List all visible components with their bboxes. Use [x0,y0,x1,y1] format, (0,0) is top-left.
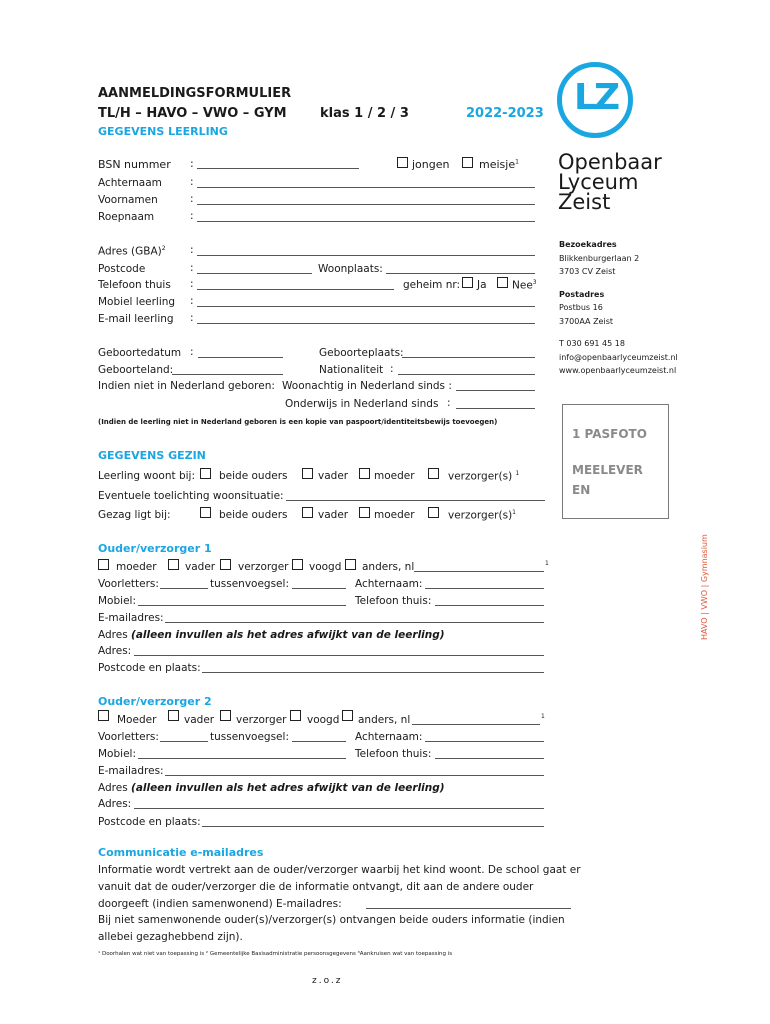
contact-block [559,238,678,378]
woont-verzorger-label: verzorger(s) $^1$ [448,470,520,483]
p1-adres-field[interactable] [134,655,544,656]
p1-achternaam-field[interactable] [425,588,544,589]
checkbox-woont-beide-ouders[interactable] [200,468,211,479]
woonplaats-field[interactable] [386,273,535,274]
section-title-gezin: GEGEVENS GEZIN [98,449,206,462]
p1-checkbox-verzorger[interactable] [220,559,231,570]
woont-vader-label: vader [318,470,349,482]
geboorteplaats-label: Geboorteplaats: [319,347,404,359]
voornamen-field[interactable] [197,204,535,205]
p2-telefoon-field[interactable] [435,758,544,759]
form-title: AANMELDINGSFORMULIER [98,86,292,101]
checkbox-gezag-beide-ouders[interactable] [200,507,211,518]
onderwijs-field[interactable] [456,408,535,409]
p2-verzorger-label: verzorger [236,714,287,726]
p1-checkbox-vader[interactable] [168,559,179,570]
section-title-leerling: GEGEVENS LEERLING [98,125,228,138]
p1-mobiel-field[interactable] [138,605,346,606]
p1-email-field[interactable] [165,622,544,623]
checkbox-gezag-moeder[interactable] [359,507,370,518]
p1-tussenvoegsel-field[interactable] [292,588,346,589]
school-name-line2: Lyceum [558,170,639,194]
p1-voorletters-label: Voorletters: [98,578,159,590]
p1-verzorger-label: verzorger [238,561,289,573]
bsn-field[interactable] [197,168,359,169]
communication-title: Communicatie e-mailadres [98,846,264,859]
post-city: 3700AA Zeist [559,316,613,326]
communication-line1: Informatie wordt vertrekt aan de ouder/verzorger waarbij het kind woont. De school gaat er [98,864,581,876]
school-name [558,152,662,212]
post-title: Postadres [559,289,605,299]
mobiel-field[interactable] [197,306,535,307]
post-box: Postbus 16 [559,303,603,312]
geboorteplaats-field[interactable] [402,357,535,358]
p1-achternaam-label: Achternaam: [355,578,423,590]
p2-mobiel-field[interactable] [138,758,346,759]
p2-checkbox-anders[interactable] [342,710,353,721]
checkbox-woont-vader[interactable] [302,468,313,479]
p2-postcode-field[interactable] [202,826,544,827]
p2-anders-field[interactable] [412,724,540,725]
woont-beide-ouders-label: beide ouders [219,470,288,482]
nationaliteit-label: Nationaliteit [319,364,384,376]
parent1-title: Ouder/verzorger 1 [98,542,212,555]
p1-telefoon-field[interactable] [435,605,544,606]
form-subtitle: TL/H – HAVO – VWO – GYM [98,106,287,121]
p2-checkbox-vader[interactable] [168,710,179,721]
roepnaam-label: Roepnaam [98,211,155,223]
telefoon-field[interactable] [197,289,394,290]
p1-moeder-label: moeder [116,561,157,573]
bsn-label: BSN nummer [98,158,171,171]
page-footer: z.o.z [312,976,343,986]
voornamen-label: Voornamen [98,194,158,206]
school-year: 2022-2023 [466,106,544,121]
email-field[interactable] [197,323,535,324]
p1-voogd-label: voogd [309,561,342,573]
geboorteland-field[interactable] [172,374,283,375]
ja-label: Ja [477,279,487,291]
footnotes: ¹ Doorhalen wat niet van toepassing is ² Gemeentelijke Basisadministratie persoonsgegevens ³Aankruisen wat van toepassing is [98,951,453,957]
parent2-title: Ouder/verzorger 2 [98,695,212,708]
toelichting-field[interactable] [286,500,545,501]
checkbox-nee[interactable] [497,277,508,288]
achternaam-field[interactable] [197,187,535,188]
p2-telefoon-label: Telefoon thuis: [355,748,432,760]
vertical-school-levels: HAVO | VWO | Gymnasium [700,534,709,640]
jongen-label: jongen [412,158,450,171]
woonplaats-label: Woonplaats: [318,263,383,275]
p2-email-label: E-mailadres: [98,765,164,777]
p1-checkbox-voogd[interactable] [292,559,303,570]
phone: T 030 691 45 18 [559,339,625,348]
woonachtig-field[interactable] [456,390,535,391]
p1-adres-label: Adres: [98,645,132,657]
woonachtig-label: Woonachtig in Nederland sinds : [282,380,452,392]
gezag-beide-ouders-label: beide ouders [219,509,288,521]
mobiel-label: Mobiel leerling [98,296,176,308]
woont-bij-label: Leerling woont bij: [98,470,195,482]
passport-note: (Indien de leerling niet in Nederland geboren is een kopie van paspoort/identiteitsbewijs toevoegen) [98,418,498,426]
school-logo [557,62,633,138]
woont-moeder-label: moeder [374,470,415,482]
p1-mobiel-label: Mobiel: [98,595,136,607]
p1-email-label: E-mailadres: [98,612,164,624]
postcode-label: Postcode [98,263,146,275]
postcode-field[interactable] [197,273,312,274]
adres-label: Adres (GBA)$^2$ [98,245,166,258]
toelichting-label: Eventuele toelichting woonsituatie: [98,490,284,502]
p2-mobiel-label: Mobiel: [98,748,136,760]
onderwijs-label: Onderwijs in Nederland sinds [285,398,439,410]
p1-checkbox-moeder[interactable] [98,559,109,570]
visit-title: Bezoekadres [559,240,617,249]
p2-checkbox-voogd[interactable] [290,710,301,721]
p1-voorletters-field[interactable] [160,588,208,589]
email-label: E-mail leerling [98,313,174,325]
p2-adres-field[interactable] [134,808,544,809]
p1-anders-field[interactable] [414,571,544,572]
meisje-label: meisje$^1$ [479,158,519,171]
p1-tussenvoegsel-label: tussenvoegsel: [210,578,289,590]
gezag-moeder-label: moeder [374,509,415,521]
p1-postcode-field[interactable] [202,672,544,673]
checkbox-ja[interactable] [462,277,473,288]
achternaam-label: Achternaam [98,177,162,189]
p1-anders-label: anders, nl [362,561,415,573]
email: info@openbaarlyceumzeist.nl [559,352,678,362]
nationaliteit-field[interactable] [398,374,535,375]
p2-tussenvoegsel-label: tussenvoegsel: [210,731,289,743]
p2-tussenvoegsel-field[interactable] [292,741,346,742]
klas-label: klas 1 / 2 / 3 [320,106,409,121]
p1-vader-label: vader [185,561,216,573]
p2-achternaam-field[interactable] [425,741,544,742]
indien-label: Indien niet in Nederland geboren: [98,380,275,392]
p2-voorletters-field[interactable] [160,741,208,742]
communication-line4: Bij niet samenwonende ouder(s)/verzorger(s) ontvangen beide ouders informatie (indien [98,914,565,926]
checkbox-meisje[interactable] [462,157,473,168]
school-name-line3: Zeist [558,190,611,214]
p2-vader-label: vader [184,714,215,726]
logo-letters: LZ [574,77,618,118]
p2-voogd-label: voogd [307,714,340,726]
geboorteland-label: Geboorteland: [98,364,174,376]
passport-photo-box [562,404,669,519]
p2-postcode-label: Postcode en plaats: [98,816,201,828]
p2-achternaam-label: Achternaam: [355,731,423,743]
p1-postcode-label: Postcode en plaats: [98,662,201,674]
p1-telefoon-label: Telefoon thuis: [355,595,432,607]
gezag-label: Gezag ligt bij: [98,509,171,521]
adres-field[interactable] [197,255,535,256]
p1-adres-note: Adres (alleen invullen als het adres afwijkt van de leerling) [98,629,445,641]
geboortedatum-field[interactable] [198,357,283,358]
p2-adres-label: Adres: [98,798,132,810]
visit-city: 3703 CV Zeist [559,267,616,276]
communication-line3: doorgeeft (indien samenwonend) E-mailadres: [98,898,342,910]
checkbox-jongen[interactable] [397,157,408,168]
website: www.openbaarlyceumzeist.nl [559,366,677,375]
p1-checkbox-anders[interactable] [345,559,356,570]
roepnaam-field[interactable] [197,221,535,222]
p2-moeder-label: Moeder [117,714,157,726]
communication-line2: vanuit dat de ouder/verzorger die de informatie ontvangt, dit aan de andere ouder [98,881,534,893]
checkbox-woont-verzorger[interactable] [428,468,439,479]
photo-line2: MEELEVER [572,463,643,477]
communication-email-field[interactable] [366,908,571,909]
geheim-label: geheim nr: [403,279,461,291]
checkbox-gezag-vader[interactable] [302,507,313,518]
telefoon-label: Telefoon thuis [98,279,171,291]
school-name-line1: Openbaar [558,150,662,174]
p2-voorletters-label: Voorletters: [98,731,159,743]
communication-line5: allebei gezaghebbend zijn). [98,931,243,943]
checkbox-woont-moeder[interactable] [359,468,370,479]
photo-line1: 1 PASFOTO [572,427,647,441]
p2-anders-label: anders, nl [358,714,411,726]
gezag-vader-label: vader [318,509,349,521]
visit-street: Blikkenburgerlaan 2 [559,253,640,263]
p2-checkbox-verzorger[interactable] [220,710,231,721]
geboortedatum-label: Geboortedatum [98,347,182,359]
photo-line3: EN [572,483,591,497]
p2-email-field[interactable] [165,775,544,776]
p2-adres-note: Adres (alleen invullen als het adres afwijkt van de leerling) [98,782,445,794]
nee-label: Nee$^3$ [512,279,537,292]
p2-checkbox-moeder[interactable] [98,710,109,721]
checkbox-gezag-verzorger[interactable] [428,507,439,518]
gezag-verzorger-label: $verzorger(s)^1$ [448,509,516,522]
